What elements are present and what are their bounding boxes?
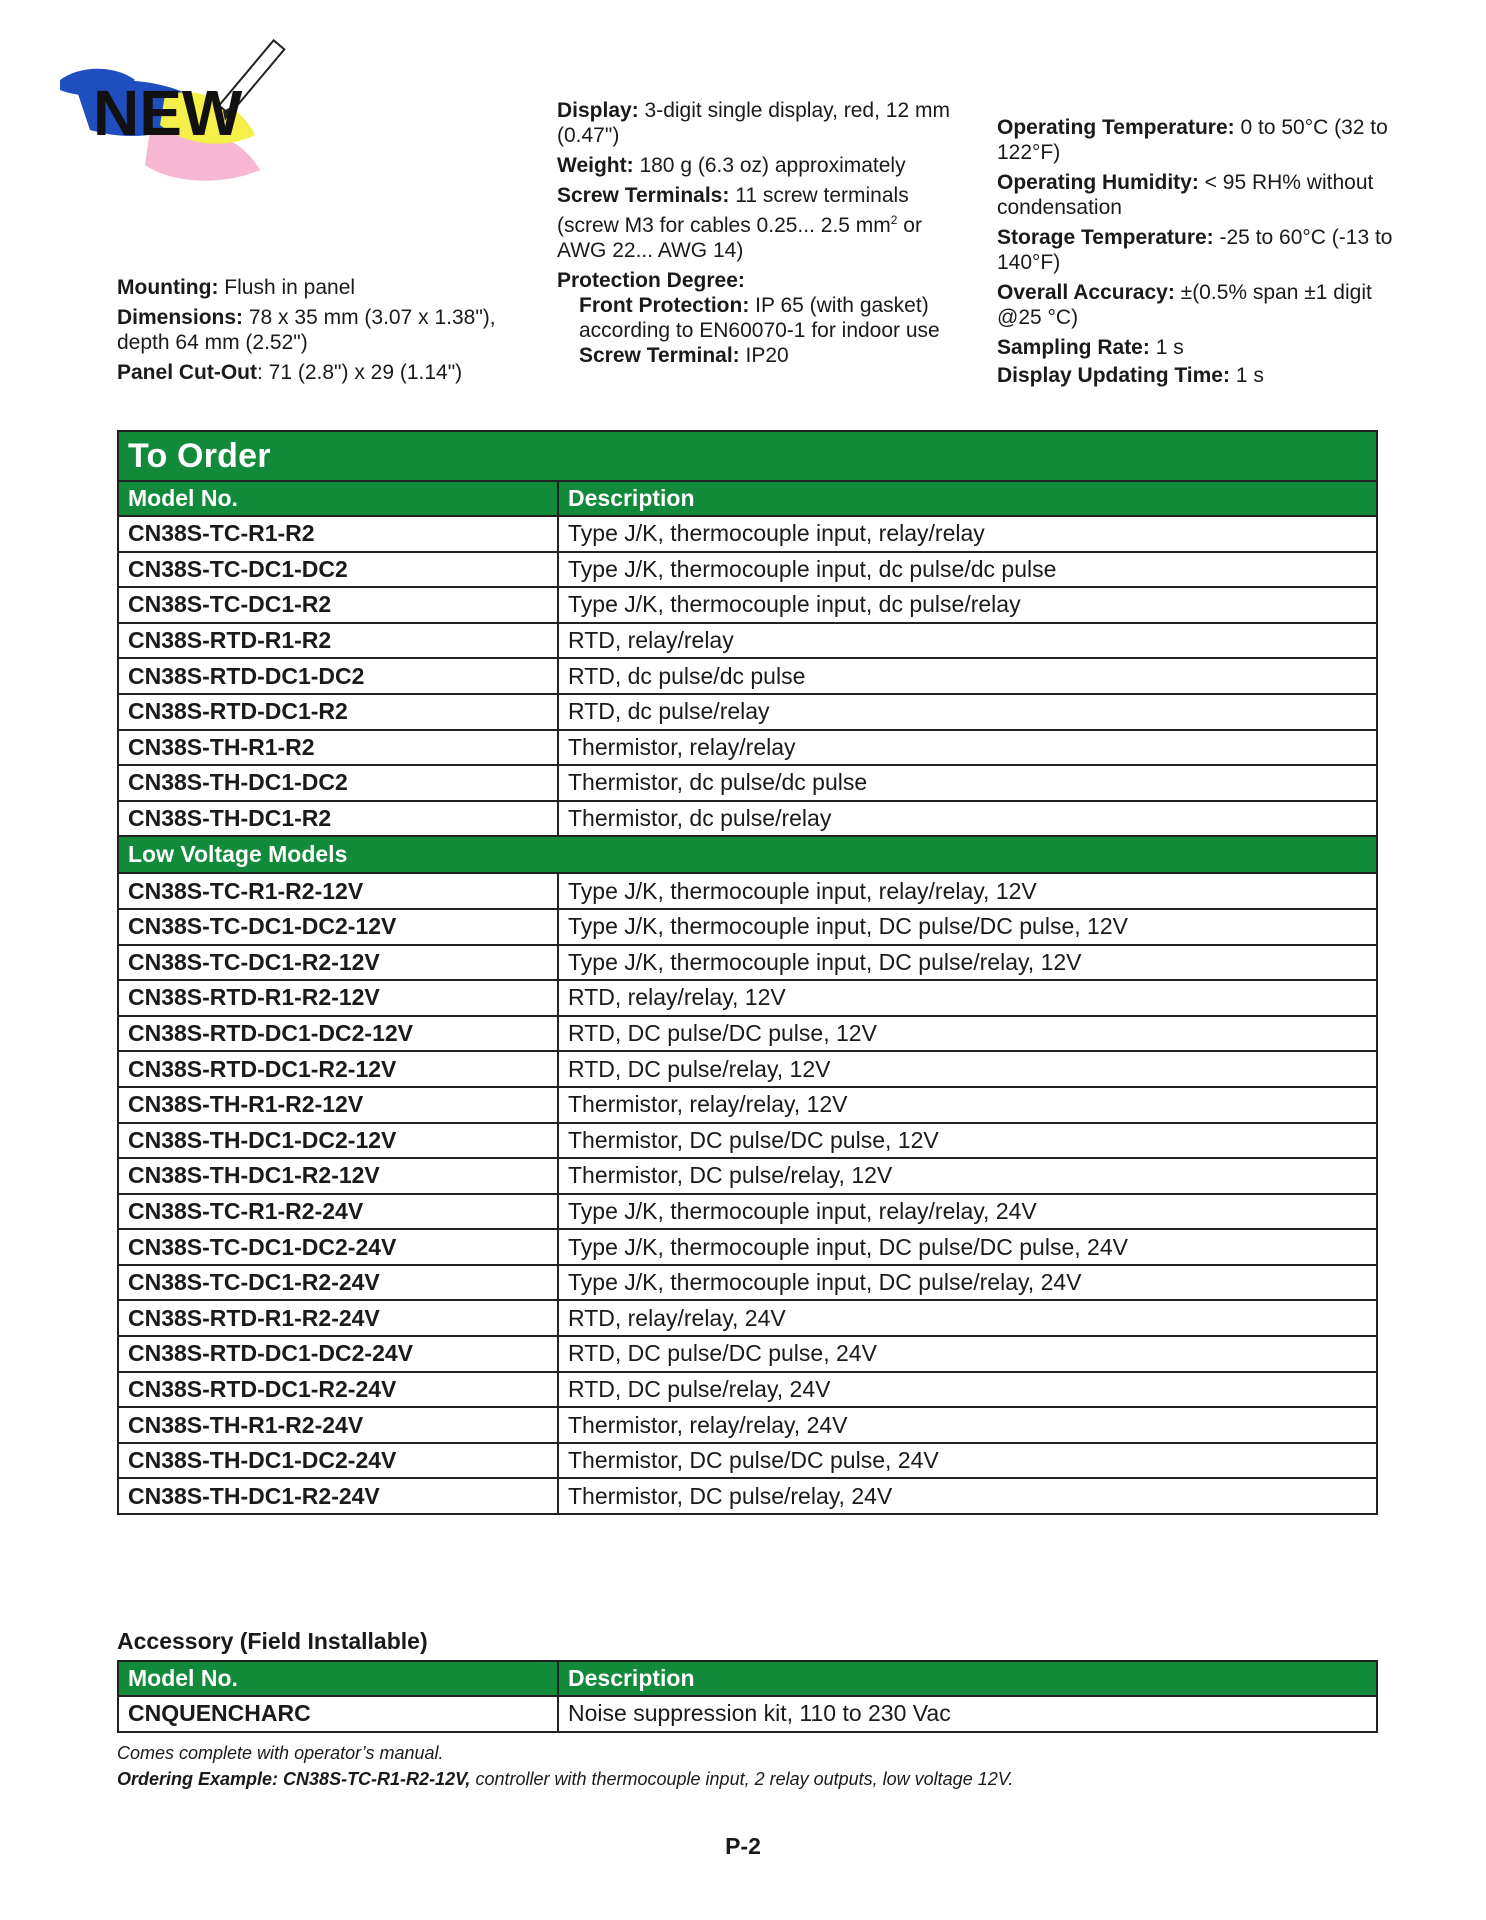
- accessory-header-row: [118, 1661, 1377, 1696]
- accessory-title: Accessory (Field Installable): [117, 1628, 428, 1654]
- spec-protection-degree: Protection Degree:: [557, 269, 745, 292]
- col-header-description: Description: [558, 481, 1377, 516]
- table-row: [118, 980, 1377, 1016]
- model-number-cell: CN38S-TC-DC1-DC2-24V: [118, 1229, 558, 1265]
- model-number-cell: CN38S-TH-DC1-R2-12V: [118, 1158, 558, 1194]
- accessory-table: [117, 1660, 1378, 1733]
- description-cell: RTD, relay/relay, 12V: [558, 980, 1377, 1016]
- model-number-cell: CNQUENCHARC: [118, 1696, 558, 1732]
- table-row: [118, 587, 1377, 623]
- description-cell: RTD, relay/relay: [558, 623, 1377, 659]
- description-cell: Type J/K, thermocouple input, DC pulse/DC pulse, 12V: [558, 909, 1377, 945]
- table-row: [118, 873, 1377, 909]
- spec-dimensions: Dimensions: 78 x 35 mm (3.07 x 1.38"), depth 64 mm (2.52"): [117, 306, 496, 354]
- table-row: [118, 552, 1377, 588]
- description-cell: Type J/K, thermocouple input, dc pulse/relay: [558, 587, 1377, 623]
- table-row: [118, 623, 1377, 659]
- page-number: P-2: [725, 1833, 761, 1859]
- model-number-cell: CN38S-RTD-DC1-DC2-12V: [118, 1016, 558, 1052]
- model-number-cell: CN38S-TH-DC1-DC2-24V: [118, 1443, 558, 1479]
- description-cell: Thermistor, relay/relay, 24V: [558, 1407, 1377, 1443]
- table-row: [118, 1123, 1377, 1159]
- table-row: [118, 801, 1377, 837]
- model-number-cell: CN38S-TC-DC1-R2: [118, 587, 558, 623]
- model-number-cell: CN38S-RTD-DC1-R2-24V: [118, 1372, 558, 1408]
- table-row: [118, 1443, 1377, 1479]
- spec-display: Display: 3-digit single display, red, 12 mm (0.47"): [557, 99, 950, 147]
- logo-text: NEW: [93, 77, 243, 149]
- description-cell: Type J/K, thermocouple input, DC pulse/DC pulse, 24V: [558, 1229, 1377, 1265]
- acc-col-header-model: Model No.: [118, 1661, 558, 1696]
- table-row: [118, 694, 1377, 730]
- table-row: [118, 945, 1377, 981]
- model-number-cell: CN38S-RTD-DC1-DC2: [118, 658, 558, 694]
- table-row: [118, 1407, 1377, 1443]
- table-row: [118, 1051, 1377, 1087]
- order-header-row: [118, 481, 1377, 516]
- table-row: [118, 1478, 1377, 1514]
- table-row: [118, 1016, 1377, 1052]
- notes: [117, 1740, 1013, 1792]
- spec-operating-temp: Operating Temperature: 0 to 50°C (32 to 122°F): [997, 116, 1388, 164]
- description-cell: RTD, dc pulse/dc pulse: [558, 658, 1377, 694]
- model-number-cell: CN38S-TH-DC1-R2-24V: [118, 1478, 558, 1514]
- table-row: [118, 909, 1377, 945]
- acc-col-header-description: Description: [558, 1661, 1377, 1696]
- model-number-cell: CN38S-TC-R1-R2: [118, 516, 558, 552]
- model-number-cell: CN38S-TC-R1-R2-24V: [118, 1194, 558, 1230]
- table-row: [118, 1336, 1377, 1372]
- table-row: [118, 1158, 1377, 1194]
- spec-weight: Weight: 180 g (6.3 oz) approximately: [557, 154, 906, 177]
- description-cell: Type J/K, thermocouple input, relay/relay: [558, 516, 1377, 552]
- table-row: [118, 658, 1377, 694]
- description-cell: Type J/K, thermocouple input, DC pulse/relay, 24V: [558, 1265, 1377, 1301]
- spec-storage-temp: Storage Temperature: -25 to 60°C (-13 to 140°F): [997, 226, 1393, 274]
- model-number-cell: CN38S-RTD-R1-R2-24V: [118, 1300, 558, 1336]
- description-cell: Thermistor, dc pulse/dc pulse: [558, 765, 1377, 801]
- spec-overall-accuracy: Overall Accuracy: ±(0.5% span ±1 digit @25 °C): [997, 281, 1372, 329]
- spec-screw-terminal: Screw Terminal: IP20: [579, 344, 789, 367]
- note-manual: Comes complete with operator’s manual.: [117, 1743, 444, 1763]
- description-cell: Thermistor, DC pulse/relay, 12V: [558, 1158, 1377, 1194]
- table-row: [118, 516, 1377, 552]
- description-cell: RTD, DC pulse/DC pulse, 24V: [558, 1336, 1377, 1372]
- description-cell: Thermistor, dc pulse/relay: [558, 801, 1377, 837]
- model-number-cell: CN38S-TC-DC1-DC2: [118, 552, 558, 588]
- description-cell: Noise suppression kit, 110 to 230 Vac: [558, 1696, 1377, 1732]
- table-row: [118, 730, 1377, 766]
- spec-sampling-rate: Sampling Rate: 1 s: [997, 336, 1184, 359]
- description-cell: RTD, dc pulse/relay: [558, 694, 1377, 730]
- description-cell: Thermistor, DC pulse/DC pulse, 12V: [558, 1123, 1377, 1159]
- note-ordering-example: Ordering Example: CN38S-TC-R1-R2-12V, controller with thermocouple input, 2 relay outputs, low voltage 12V.: [117, 1769, 1014, 1789]
- table-row: [118, 1300, 1377, 1336]
- description-cell: Thermistor, relay/relay, 12V: [558, 1087, 1377, 1123]
- table-row: [118, 1229, 1377, 1265]
- model-number-cell: CN38S-RTD-DC1-DC2-24V: [118, 1336, 558, 1372]
- table-row: [118, 1265, 1377, 1301]
- description-cell: Thermistor, DC pulse/relay, 24V: [558, 1478, 1377, 1514]
- table-row: [118, 765, 1377, 801]
- description-cell: Type J/K, thermocouple input, dc pulse/dc pulse: [558, 552, 1377, 588]
- specs-display: [557, 98, 957, 373]
- order-title-row: [118, 431, 1377, 481]
- spec-panel-cutout: Panel Cut-Out: 71 (2.8") x 29 (1.14"): [117, 361, 463, 384]
- order-title: To Order: [118, 431, 1377, 481]
- col-header-model: Model No.: [118, 481, 558, 516]
- description-cell: RTD, relay/relay, 24V: [558, 1300, 1377, 1336]
- description-cell: RTD, DC pulse/relay, 24V: [558, 1372, 1377, 1408]
- spec-operating-humidity: Operating Humidity: < 95 RH% without condensation: [997, 171, 1374, 219]
- table-row: [118, 1372, 1377, 1408]
- spec-display-updating: Display Updating Time: 1 s: [997, 364, 1264, 387]
- table-row: [118, 1194, 1377, 1230]
- model-number-cell: CN38S-TC-R1-R2-12V: [118, 873, 558, 909]
- model-number-cell: CN38S-RTD-R1-R2: [118, 623, 558, 659]
- model-number-cell: CN38S-TC-DC1-R2-24V: [118, 1265, 558, 1301]
- model-number-cell: CN38S-TC-DC1-DC2-12V: [118, 909, 558, 945]
- spec-screw-terminals: Screw Terminals: 11 screw terminals (screw M3 for cables 0.25... 2.5 $mm^2$ or AWG 22... AWG 14): [557, 184, 922, 262]
- model-number-cell: CN38S-TH-DC1-R2: [118, 801, 558, 837]
- section-title: Low Voltage Models: [118, 836, 1377, 873]
- description-cell: RTD, DC pulse/relay, 12V: [558, 1051, 1377, 1087]
- specs-mounting: [117, 275, 517, 390]
- model-number-cell: CN38S-RTD-DC1-R2: [118, 694, 558, 730]
- description-cell: Type J/K, thermocouple input, DC pulse/relay, 12V: [558, 945, 1377, 981]
- model-number-cell: CN38S-TH-R1-R2-24V: [118, 1407, 558, 1443]
- model-number-cell: CN38S-TC-DC1-R2-12V: [118, 945, 558, 981]
- description-cell: Type J/K, thermocouple input, relay/relay, 12V: [558, 873, 1377, 909]
- table-row: [118, 1696, 1377, 1732]
- model-number-cell: CN38S-TH-R1-R2-12V: [118, 1087, 558, 1123]
- description-cell: Type J/K, thermocouple input, relay/relay, 24V: [558, 1194, 1377, 1230]
- table-row: [118, 1087, 1377, 1123]
- specs-environment: [997, 115, 1397, 393]
- model-number-cell: CN38S-RTD-R1-R2-12V: [118, 980, 558, 1016]
- spec-front-protection: Front Protection: IP 65 (with gasket) according to EN60070-1 for indoor use: [579, 294, 940, 342]
- model-number-cell: CN38S-TH-R1-R2: [118, 730, 558, 766]
- spec-mounting: Mounting: Flush in panel: [117, 276, 356, 299]
- model-number-cell: CN38S-RTD-DC1-R2-12V: [118, 1051, 558, 1087]
- order-table: [117, 430, 1378, 1515]
- description-cell: Thermistor, relay/relay: [558, 730, 1377, 766]
- new-badge-icon: [55, 25, 295, 195]
- description-cell: Thermistor, DC pulse/DC pulse, 24V: [558, 1443, 1377, 1479]
- new-logo: [55, 25, 295, 195]
- description-cell: RTD, DC pulse/DC pulse, 12V: [558, 1016, 1377, 1052]
- model-number-cell: CN38S-TH-DC1-DC2: [118, 765, 558, 801]
- model-number-cell: CN38S-TH-DC1-DC2-12V: [118, 1123, 558, 1159]
- section-row-low-voltage: [118, 836, 1377, 873]
